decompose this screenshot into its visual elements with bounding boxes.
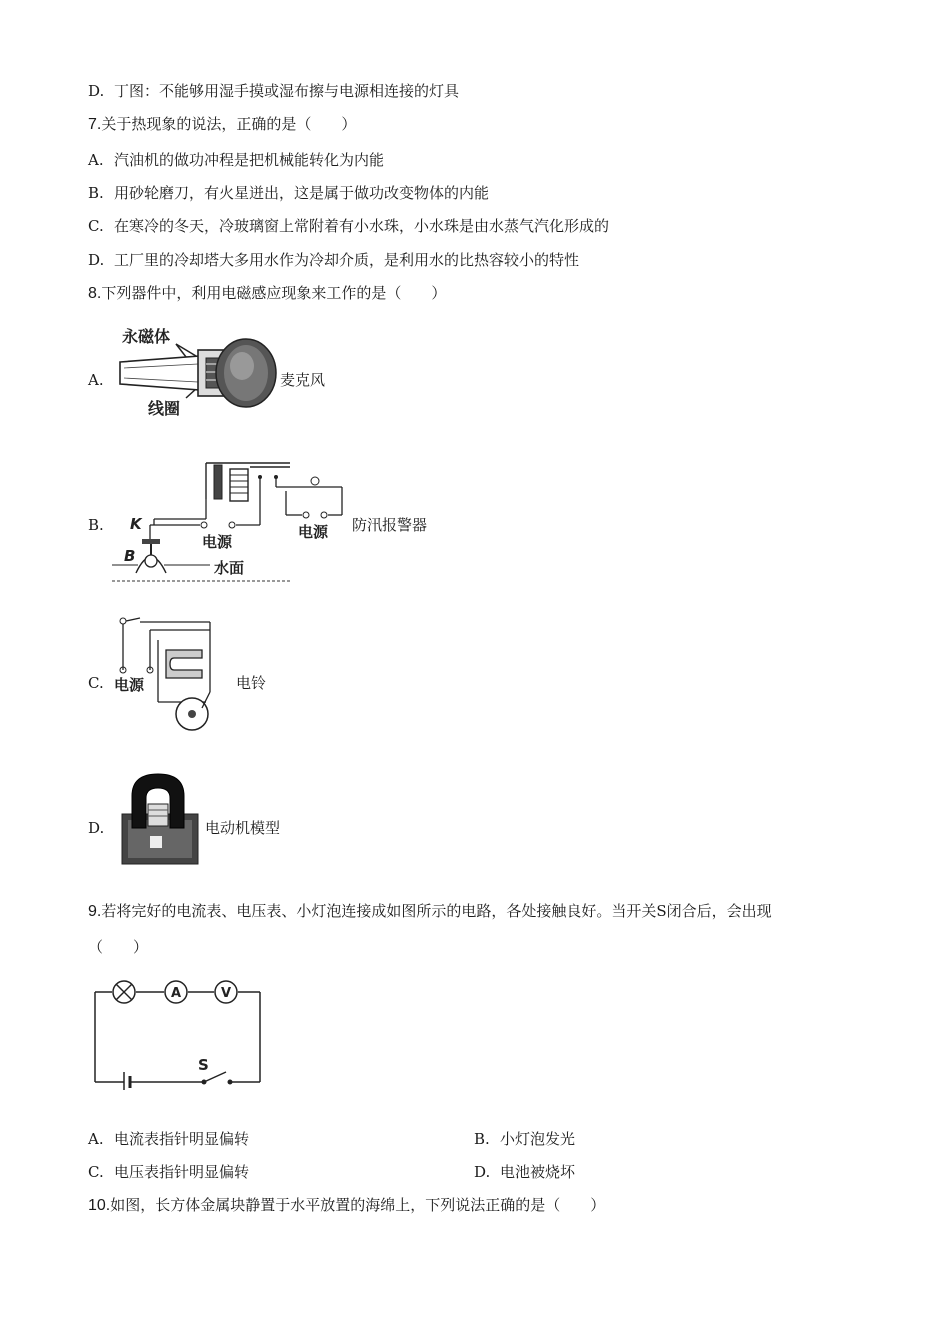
b-label: B <box>124 547 136 565</box>
option-label: D. <box>474 1163 491 1181</box>
option-text: 电流表指针明显偏转 <box>114 1130 250 1148</box>
question-number: 7. <box>88 116 102 133</box>
q9-stem <box>88 901 772 922</box>
lamp-icon <box>113 981 135 1003</box>
q10-stem <box>88 1195 605 1216</box>
q9-stem-continued: （ ） <box>88 938 149 956</box>
voltmeter-icon <box>215 981 237 1003</box>
q8-option-c-caption: 电铃 <box>236 674 267 692</box>
electric-bell-figure <box>110 612 235 737</box>
k-label: K <box>130 515 142 533</box>
ammeter-icon <box>165 981 187 1003</box>
q6-option-d <box>88 81 459 101</box>
switch-letter: S <box>198 1056 209 1074</box>
battery-icon <box>124 1072 130 1090</box>
option-label: A. <box>88 1130 104 1148</box>
microphone-figure <box>110 322 280 422</box>
question-text: 关于热现象的说法，正确的是（ ） <box>101 115 357 133</box>
option-text: 小灯泡发光 <box>500 1130 576 1148</box>
option-label: C. <box>88 1163 104 1181</box>
motor-model-figure <box>118 770 202 866</box>
control-power-label: 电源 <box>202 533 233 551</box>
q8-option-d-caption: 电动机模型 <box>205 819 281 837</box>
q8-option-c-label: C. <box>88 674 104 692</box>
option-label: C. <box>88 217 104 235</box>
option-label: B. <box>88 184 104 202</box>
magnet-label: 永磁体 <box>122 327 171 346</box>
q8-option-a-caption: 麦克风 <box>280 371 326 389</box>
option-text: 汽油机的做功冲程是把机械能转化为内能 <box>114 151 385 169</box>
q9-option-a <box>88 1129 249 1149</box>
option-label: A. <box>88 151 104 169</box>
q8-option-a-label: A. <box>88 371 104 389</box>
question-text: 下列器件中，利用电磁感应现象来工作的是（ ） <box>101 284 447 302</box>
q7-option-d <box>88 250 579 270</box>
option-text: 在寒冷的冬天，冷玻璃窗上常附着有小水珠，小水珠是由水蒸气汽化形成的 <box>114 217 610 235</box>
option-label: D. <box>88 251 105 269</box>
q8-option-d-label: D. <box>88 819 105 837</box>
question-number: 10. <box>88 1197 111 1214</box>
option-text: 丁图：不能够用湿手摸或湿布擦与电源相连接的灯具 <box>114 82 460 100</box>
q8-option-b-caption: 防汛报警器 <box>352 516 428 534</box>
flood-alarm-figure <box>110 455 350 587</box>
alarm-power-label: 电源 <box>298 523 329 541</box>
option-text: 电压表指针明显偏转 <box>114 1163 250 1181</box>
option-label: D. <box>88 82 105 100</box>
q7-option-c <box>88 216 609 236</box>
option-text: 电池被烧坏 <box>500 1163 576 1181</box>
question-number: 8. <box>88 285 102 302</box>
q7-stem <box>88 114 356 135</box>
option-text: 工厂里的冷却塔大多用水作为冷却介质，是利用水的比热容较小的特性 <box>114 251 580 269</box>
option-text: 用砂轮磨刀，有火星迸出，这是属于做功改变物体的内能 <box>114 184 490 202</box>
question-text: 若将完好的电流表、电压表、小灯泡连接成如图所示的电路，各处接触良好。当开关S闭合后，会出现 <box>101 902 772 920</box>
voltmeter-letter: V <box>220 986 232 1001</box>
bell-power-label: 电源 <box>114 676 145 694</box>
switch-icon <box>198 1056 233 1085</box>
q9-option-d <box>474 1162 575 1182</box>
question-number: 9. <box>88 903 102 920</box>
q9-option-b <box>474 1129 575 1149</box>
q7-option-b <box>88 183 489 203</box>
q9-option-c <box>88 1162 249 1182</box>
option-label: B. <box>474 1130 490 1148</box>
question-text: 如图，长方体金属块静置于水平放置的海绵上，下列说法正确的是（ ） <box>110 1196 606 1214</box>
q8-stem <box>88 283 446 304</box>
q7-option-a <box>88 150 384 170</box>
q9-circuit-figure <box>92 972 264 1090</box>
q8-option-b-label: B. <box>88 516 104 534</box>
water-surface-label: 水面 <box>214 559 245 577</box>
coil-label: 线圈 <box>148 399 181 418</box>
ammeter-letter: A <box>170 986 182 1001</box>
